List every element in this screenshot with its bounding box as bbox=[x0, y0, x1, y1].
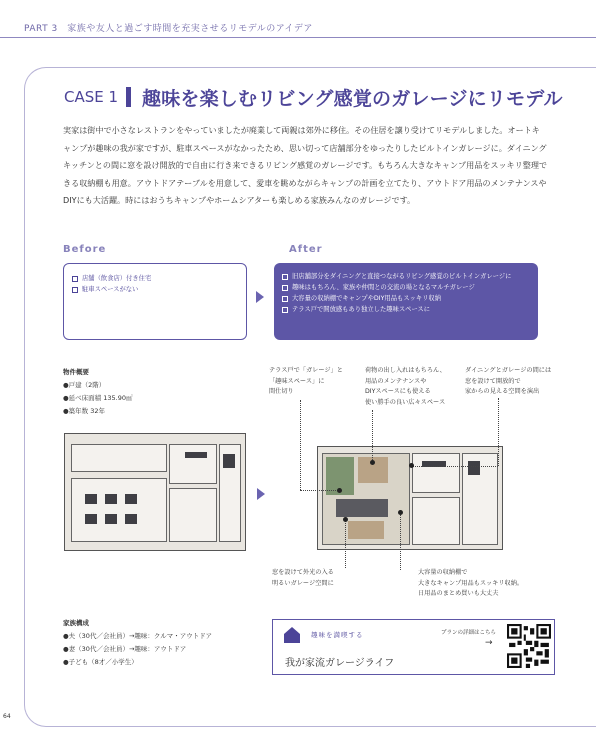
promo-box[interactable] bbox=[272, 619, 555, 675]
checkbox-icon bbox=[72, 287, 78, 293]
after-label: After bbox=[289, 244, 323, 255]
after-item-text: 旧店舗部分をダイニングと直接つながるリビング感覚のビルトインガレージに bbox=[292, 273, 512, 280]
case-title: 趣味を楽しむリビング感覚のガレージにリモデル bbox=[142, 88, 563, 110]
property-title: 物件概要 bbox=[63, 368, 89, 376]
callout-line: DIYスペースにも使える bbox=[365, 388, 431, 395]
callout-line: 間仕切り bbox=[269, 388, 294, 395]
arrow-icon: → bbox=[485, 638, 493, 648]
plan-fixture bbox=[336, 499, 388, 517]
checkbox-icon bbox=[72, 276, 78, 282]
leader-line bbox=[400, 512, 401, 570]
leader-line bbox=[345, 520, 346, 568]
plan-room bbox=[412, 453, 460, 493]
leader-dot bbox=[370, 460, 375, 465]
leader-line bbox=[300, 400, 301, 490]
callout-line: 大きなキャンプ用品もスッキリ収納。 bbox=[418, 579, 524, 587]
leader-line bbox=[412, 466, 498, 467]
qr-label: プランの詳細はこちら bbox=[441, 630, 497, 636]
callout-line: ダイニングとガレージの間には bbox=[465, 367, 552, 374]
promo-subtitle: 趣味を満喫する bbox=[311, 631, 364, 639]
callout-line: 窓を設けて開放的で bbox=[465, 377, 521, 385]
qr-code-icon[interactable] bbox=[507, 624, 551, 668]
callout-loading-space bbox=[365, 366, 446, 408]
before-item-text: 店舗（飲食店）付き住宅 bbox=[82, 275, 152, 282]
leader-line bbox=[498, 398, 499, 466]
after-item bbox=[282, 293, 530, 304]
intro-paragraph: 実家は街中で小さなレストランをやっていましたが廃業して両親は郊外に移住。その住居を譲り受けてリモデルしました。オートキャンプが趣味の我が家ですが、駐車スペースがなかったため、思い切って店舗部分をゆったりしたビルトインガレージに。ダイニングキッチンとの間に窓を設け開放的で自由に行き来できるリビング感覚のガレージです。もちろん大きなキャンプ用品をスッキリ整理できる収納棚も用意。アウトドアテーブルを用意して、愛車を眺めながらキャンプの計画を立てたり、アウトドア用品のメンテナンスやDIYにも大活躍。時にはおうちキャンプやホームシアターも楽しめる家族みんなのガレージです。 bbox=[63, 125, 548, 205]
promo-title: 我が家流ガレージライフ bbox=[285, 658, 395, 669]
checkbox-icon bbox=[282, 296, 288, 302]
callout-line: テラス戸で「ガレージ」と bbox=[269, 367, 343, 374]
after-item-text: テラス戸で開放感もあり独立した趣味スペースに bbox=[292, 306, 431, 313]
property-info bbox=[63, 366, 132, 418]
before-box bbox=[63, 263, 247, 340]
leader-dot bbox=[409, 463, 414, 468]
property-line: ●戸建（2階） bbox=[63, 381, 106, 389]
checkbox-icon bbox=[282, 274, 288, 280]
garage-house-icon bbox=[283, 626, 301, 644]
leader-line bbox=[300, 490, 340, 491]
callout-terrace bbox=[269, 366, 343, 398]
part-label: PART 3 家族や友人と過ごす時間を充実させるリモデルのアイデア bbox=[24, 24, 313, 34]
family-info bbox=[63, 617, 212, 669]
before-floor-plan bbox=[64, 433, 246, 551]
before-item-text: 駐車スペースがない bbox=[82, 286, 139, 293]
plan-fixture bbox=[105, 514, 117, 524]
plan-fixture bbox=[125, 494, 137, 504]
after-item-text: 大容量の収納棚でキャンプやDIY用品もスッキリ収納 bbox=[292, 295, 442, 302]
page-number: 64 bbox=[3, 713, 11, 720]
callout-line: 日用品のまとめ買いも大丈夫 bbox=[418, 590, 499, 597]
callout-line: 大容量の収納棚で bbox=[418, 569, 468, 576]
plan-fixture bbox=[105, 494, 117, 504]
family-line: ●妻（30代／会社員）→趣味：アウトドア bbox=[63, 645, 187, 653]
callout-bright bbox=[272, 568, 334, 589]
before-item bbox=[72, 284, 238, 295]
family-line: ●夫（30代／会社員）→趣味：クルマ・アウトドア bbox=[63, 632, 212, 640]
after-item bbox=[282, 271, 530, 282]
property-line: ●延べ床面積 135.90㎡ bbox=[63, 394, 133, 402]
title-bar bbox=[126, 87, 131, 107]
callout-line: 家からの見える空間を演出 bbox=[465, 388, 540, 395]
checkbox-icon bbox=[282, 285, 288, 291]
callout-line: 用品のメンテナンスや bbox=[365, 377, 427, 385]
property-line: ●築年数 32年 bbox=[63, 407, 106, 415]
plan-room bbox=[71, 478, 167, 542]
plan-fixture bbox=[348, 521, 384, 539]
plan-fixture bbox=[468, 461, 480, 475]
checkbox-icon bbox=[282, 307, 288, 313]
case-label: CASE 1 bbox=[64, 88, 119, 106]
callout-line: 荷物の出し入れはもちろん、 bbox=[365, 367, 446, 374]
plan-room bbox=[412, 497, 460, 545]
plan-room bbox=[169, 444, 217, 484]
leader-line bbox=[372, 410, 373, 462]
plan-fixture bbox=[223, 454, 235, 468]
leader-dot bbox=[398, 510, 403, 515]
plan-room bbox=[71, 444, 167, 472]
plan-fixture bbox=[85, 514, 97, 524]
callout-line: 窓を設けて外光の入る bbox=[272, 569, 334, 576]
arrow-right-icon bbox=[256, 291, 264, 303]
leader-dot bbox=[337, 488, 342, 493]
before-item bbox=[72, 273, 238, 284]
callout-line: 明るいガレージ空間に bbox=[272, 579, 334, 587]
after-item-text: 趣味はもちろん、家族や仲間との交流の場となるマルチガレージ bbox=[292, 284, 475, 291]
family-line: ●子ども（8才／小学生） bbox=[63, 658, 138, 666]
after-box bbox=[274, 263, 538, 340]
callout-line: 使い勝手の良い広々スペース bbox=[365, 398, 446, 406]
plan-fixture bbox=[85, 494, 97, 504]
plan-room bbox=[169, 488, 217, 542]
before-label: Before bbox=[63, 244, 107, 255]
callout-storage bbox=[418, 568, 523, 600]
arrow-right-icon bbox=[257, 488, 265, 500]
plan-fixture bbox=[125, 514, 137, 524]
leader-dot bbox=[343, 517, 348, 522]
callout-line: 「趣味スペース」に bbox=[269, 377, 325, 385]
after-item bbox=[282, 282, 530, 293]
callout-window bbox=[465, 366, 551, 398]
family-title: 家族構成 bbox=[63, 619, 89, 627]
after-item bbox=[282, 304, 530, 315]
header-divider bbox=[0, 37, 596, 38]
plan-fixture bbox=[185, 452, 207, 458]
